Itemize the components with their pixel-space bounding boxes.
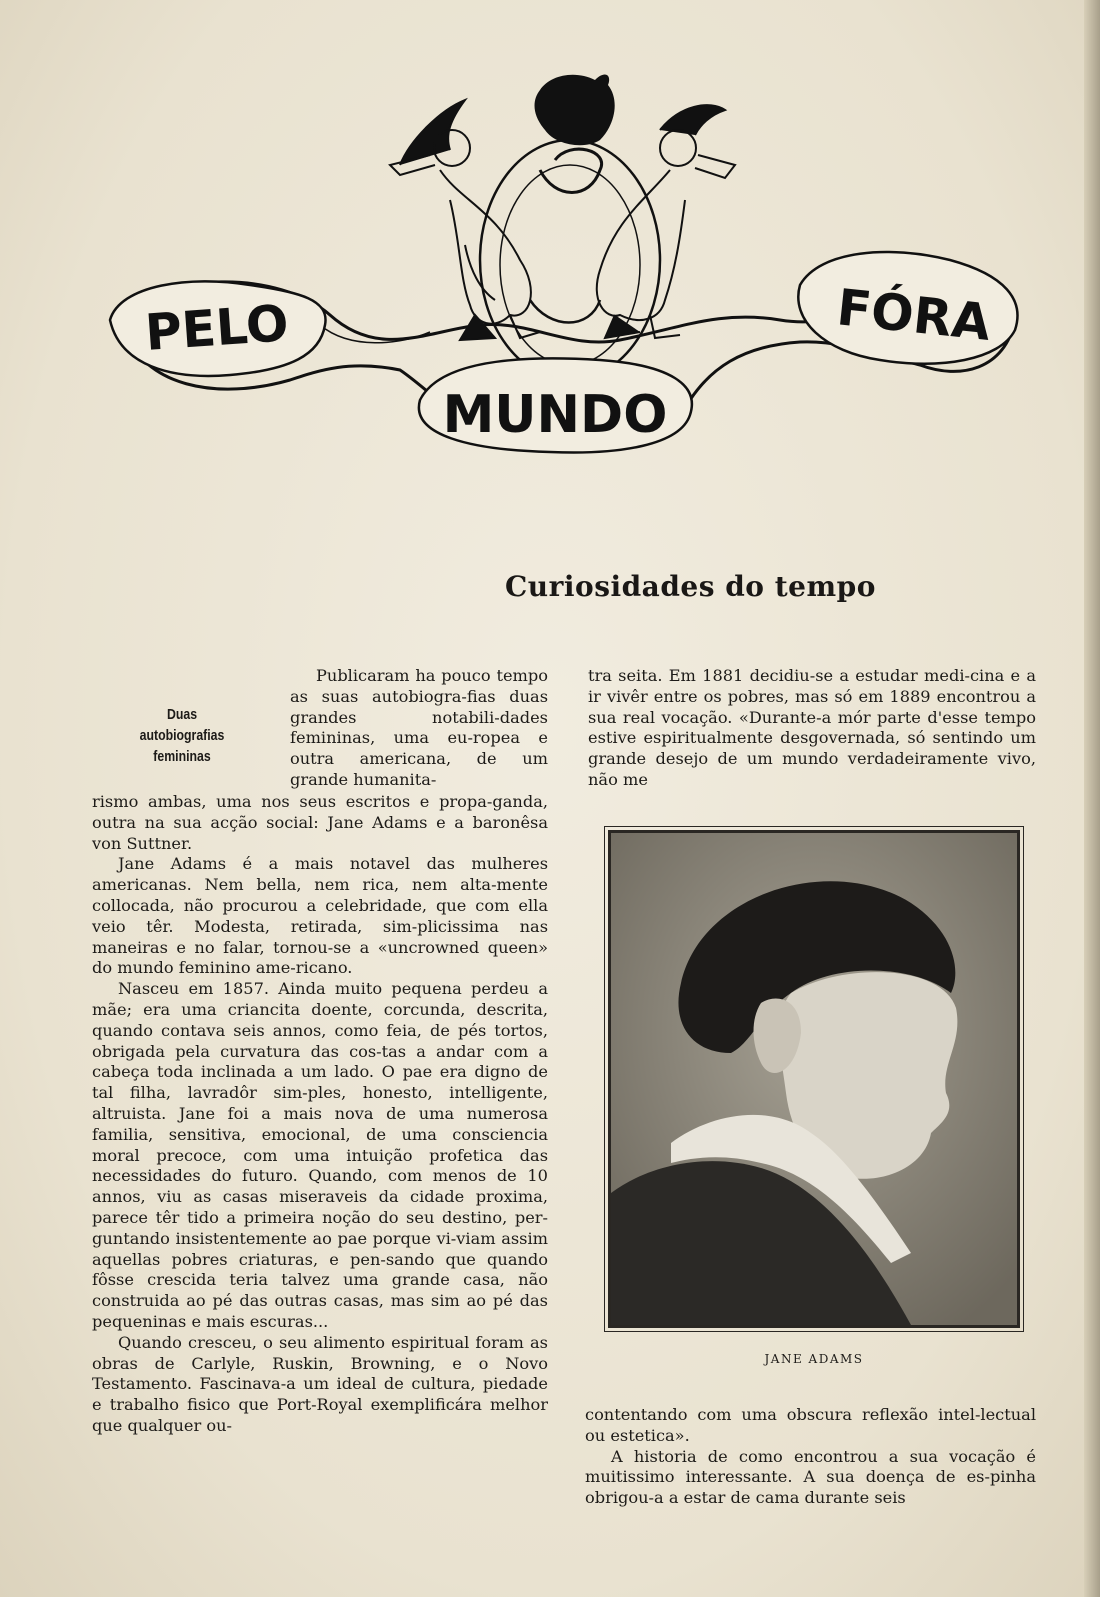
paragraph: contentando com uma obscura reflexão intel-lectual ou estetica». <box>585 1405 1036 1445</box>
banner-word-fora <box>798 252 1017 364</box>
right-figure <box>597 105 735 338</box>
svg-text:PELO: PELO <box>143 294 291 362</box>
right-column-bottom <box>585 1405 1036 1509</box>
intro-paragraph-column <box>290 666 548 791</box>
cat-silhouette-icon <box>535 75 615 146</box>
paragraph: Jane Adams é a mais notavel das mulheres americanas. Nem bella, nem rica, nem alta-mente collocada, não procurou a celebridade, que com ella veio têr. Modesta, retirada, sim-plicissima nas maneiras e no falar, tornou-se a «uncrowned queen» do mundo feminino ame-ricano. <box>92 854 548 978</box>
banner-illustration <box>100 70 1040 480</box>
paragraph: tra seita. Em 1881 decidiu-se a estudar medi-cina e a ir vivêr entre os pobres, mas só em 1889 encontrou a sua real vocação. «Durante-a mór parte d'esse tempo estive espiritualmente desgovernada, só sentindo um grande desejo de um mundo verdadeiramente vivo, não me <box>588 666 1036 789</box>
paragraph: Nasceu em 1857. Ainda muito pequena perdeu a mãe; era uma criancita doente, corcunda, descrita, quando contava seis annos, como feia, de pés tortos, obrigada pela curvatura das cos-tas a andar com a cabeça toda inclinada a um lado. O pae era digno de tal filha, lavradôr sim-ples, honesto, intelligente, altruista. Jane foi a mais nova de uma numerosa familia, sensitiva, emocional, de uma consciencia moral precoce, com uma intuição profetica das necessidades do futuro. Quando, com menos de 10 annos, viu as casas miseraveis da cidade proxima, parece têr tido a primeira noção do seu destino, per-guntando insistentemente ao pae porque vi-viam assim aquellas pobres criaturas, e pen-sando que quando fôsse crescida teria talvez uma grande casa, não construida ao pé das outras casas, mas sim ao pé das pequeninas e mais escuras... <box>92 979 548 1331</box>
intro-continuation: rismo ambas, uma nos seus escritos e propa-ganda, outra na sua acção social: Jane Adams e a baronêsa von Suttner. <box>92 792 548 853</box>
paragraph: A historia de como encontrou a sua vocação é muitissimo interessante. A sua doença de es-pinha obrigou-a a estar de cama durante seis <box>585 1446 1036 1508</box>
portrait-photo <box>608 830 1020 1328</box>
side-heading-line: femininas <box>153 748 211 765</box>
intro-paragraph: Publicaram ha pouco tempo as suas autobiogra-fias duas grandes notabili-dades femininas, uma eu-ropea e outra americana, de um grande humanita- <box>290 666 548 789</box>
left-column <box>92 792 548 1437</box>
section-banner <box>100 70 1040 480</box>
paragraph: Quando cresceu, o seu alimento espiritual foram as obras de Carlyle, Ruskin, Browning, e o Novo Testamento. Fascinava-a um ideal de cultura, piedade e trabalho fisico que Port-Royal exemplificára melhor que qualquer ou- <box>92 1332 548 1435</box>
left-figure <box>390 100 540 340</box>
side-heading <box>125 704 240 767</box>
svg-text:MUNDO: MUNDO <box>442 385 668 445</box>
side-heading-line: Duas autobiografias <box>139 706 225 744</box>
banner-word-mundo <box>419 358 692 452</box>
banner-word-pelo <box>110 281 326 376</box>
article-title: Curiosidades do tempo <box>505 570 876 603</box>
svg-text:FÓRA: FÓRA <box>834 278 994 352</box>
page-edge <box>1084 0 1100 1597</box>
portrait-image <box>611 833 1017 1325</box>
photo-caption: JANE ADAMS <box>764 1352 864 1366</box>
right-column-top <box>588 666 1036 791</box>
